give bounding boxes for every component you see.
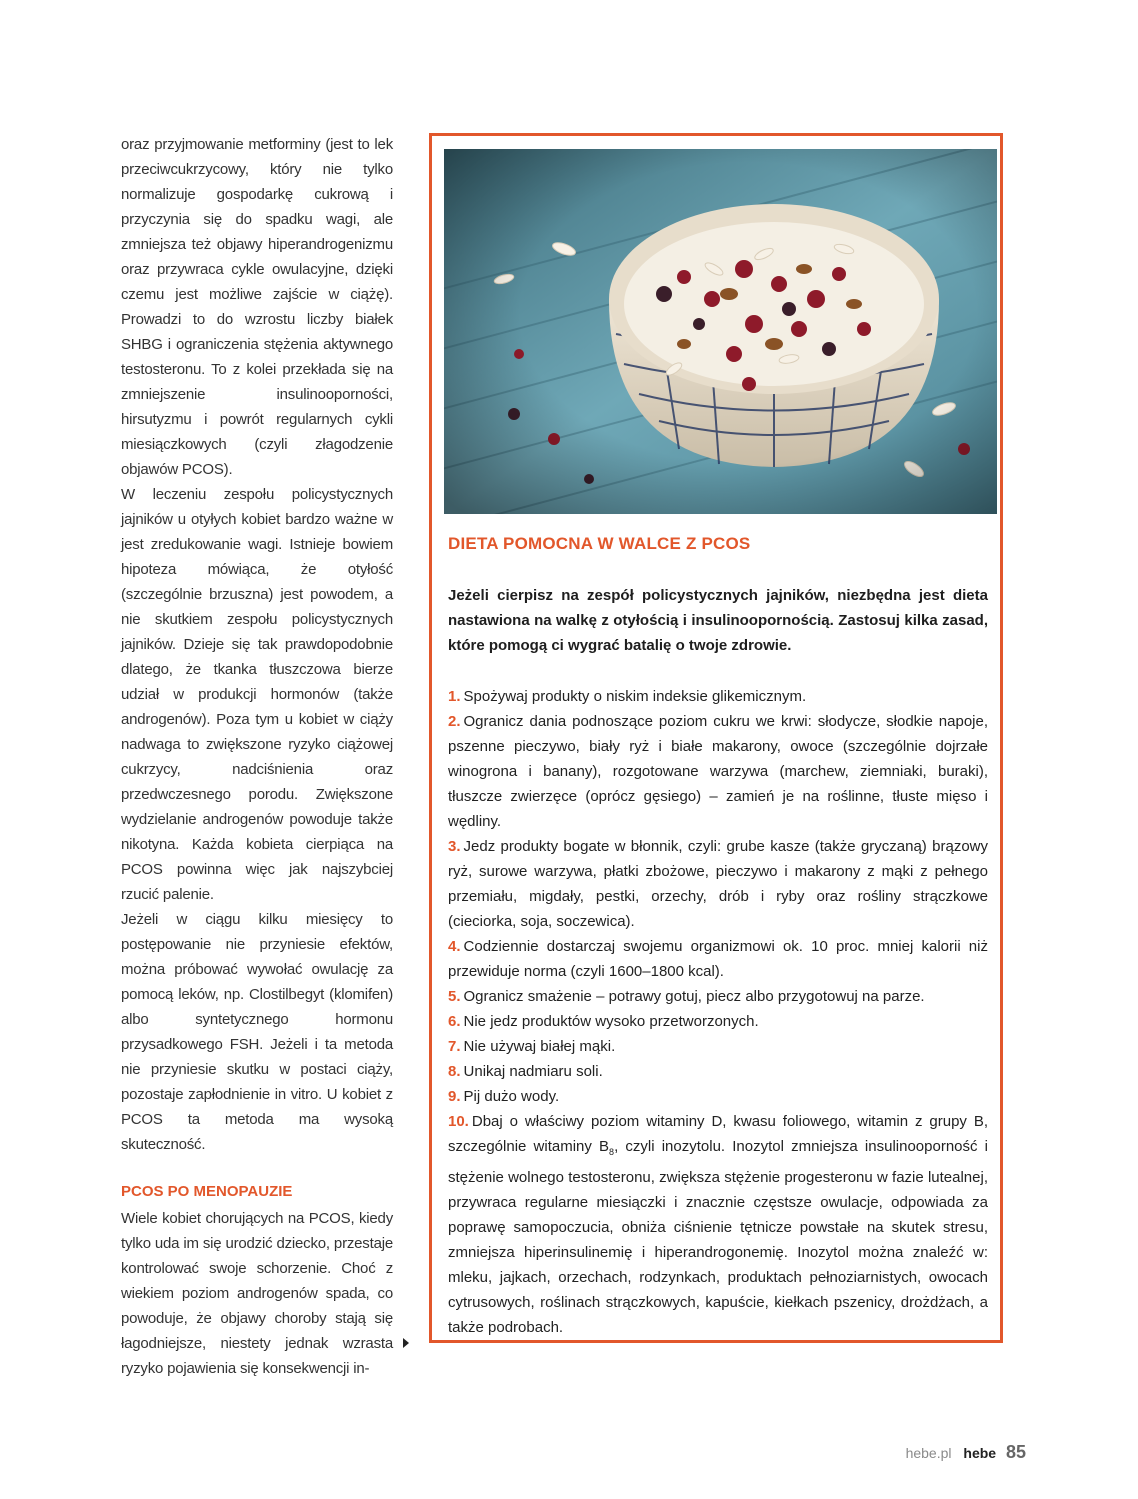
list-item: 10. Dbaj o właściwy poziom witaminy D, kwasu foliowego, witamin z grupy B, szczególnie witaminy $B_8$, czyli inozytolu. Inozytol zmniejsza insulinooporność i stężenie wolnego testosteronu, zwiększa stężenie progesteronu w fazie lutealnej, przywraca regularne miesiączki i znacznie częstsze owulacje, odpowiada za poprawę samopoczucia, obniża ciśnienie tętnicze powstałe na skutek stresu, zmniejsza hiperinsulinemię i hiperandrogonemię. Inozytol można znaleźć w: mleku, jajkach, orzechach, rodzynkach, produktach pełnoziarnistych, owocach cytrusowych, roślinach strączkowych, kapuście, kiełkach pszenicy, drożdżach, a także podrobach. <box>448 1113 988 1336</box>
paragraph-menopause: Wiele kobiet chorujących na PCOS, kiedy tylko uda im się urodzić dziecko, przestaje kontrolować swoje schorzenie. Choć z wiekiem poziom androgenów spada, co powoduje, że objawy choroby stają się łagodniejsze, niestety jednak wzrasta ryzyko pojawienia się konsekwencji in- <box>121 1210 393 1377</box>
article-left-column <box>121 132 393 1381</box>
footer-brand-logo: hebe <box>963 1445 997 1461</box>
box-lead-paragraph: Jeżeli cierpisz na zespół policystycznych jajników, niezbędna jest dieta nastawiona na walkę z otyłością i insulinoopornością. Zastosuj kilka zasad, które pomogą ci wygrać batalię o twoje zdrowie. <box>448 587 988 654</box>
continue-arrow-icon <box>403 1338 409 1348</box>
diet-sidebar-box <box>429 133 1003 1343</box>
list-item: 5. Ogranicz smażenie – potrawy gotuj, piecz albo przygotowuj na parze. <box>448 988 925 1005</box>
list-item: 7. Nie używaj białej mąki. <box>448 1038 616 1055</box>
list-item: 4. Codziennie dostarczaj swojemu organizmowi ok. 10 proc. mniej kalorii niż przewiduje norma (czyli 1600–1800 kcal). <box>448 938 988 980</box>
paragraph-metformin: oraz przyjmowanie metforminy (jest to lek przeciwcukrzycowy, który nie tylko normalizuje gospodarkę cukrową i przyczynia się do spadku wagi, ale zmniejsza też objawy hiperandrogenizmu oraz przywraca cykle owulacyjne, dzięki czemu jest możliwe zajście w ciążę). Prowadzi to do wzrostu liczby białek SHBG i ograniczenia stężenia aktywnego testosteronu. To z kolei przekłada się na zmniejszenie insulinooporności, hirsutyzmu i powrót regularnych cykli miesiączkowych (czyli złagodzenie objawów PCOS). <box>121 136 393 478</box>
section-heading-menopause: PCOS PO MENOPAUZIE <box>121 1183 293 1200</box>
list-item: 2. Ogranicz dania podnoszące poziom cukru we krwi: słodycze, słodkie napoje, pszenne pieczywo, biały ryż i białe makarony, owoce (szczególnie dojrzałe winogrona i banany), rozgotowane warzywa (marchew, ziemniaki, buraki), tłuszcze zwierzęce (oprócz gęsiego) – zamień je na roślinne, tłuste mięso i wędliny. <box>448 713 988 830</box>
page-footer <box>906 1442 1026 1463</box>
footer-site: hebe.pl <box>905 1445 952 1461</box>
list-item: 1. Spożywaj produkty o niskim indeksie glikemicznym. <box>448 688 807 705</box>
paragraph-ovulation: Jeżeli w ciągu kilku miesięcy to postępowanie nie przyniesie efektów, można próbować wywołać owulację za pomocą leków, np. Clostilbegyt (klomifen) albo syntetycznego hormonu przysadkowego FSH. Jeżeli i ta metoda nie przyniesie skutku w postaci ciąży, pozostaje zapłodnienie in vitro. U kobiet z PCOS ta metoda ma wysoką skuteczność. <box>121 911 393 1153</box>
list-item: 3. Jedz produkty bogate w błonnik, czyli: grube kasze (także gryczaną) brązowy ryż, surowe warzywa, płatki zbożowe, pieczywo i makarony z mąki z pełnego przemiału, migdały, pestki, orzechy, drób i ryby oraz rośliny strączkowe (cieciorka, soja, soczewica). <box>448 838 988 930</box>
list-item: 8. Unikaj nadmiaru soli. <box>448 1063 603 1080</box>
diet-rules-list <box>448 684 988 1340</box>
box-heading: DIETA POMOCNA W WALCE Z PCOS <box>448 534 751 553</box>
page-number: 85 <box>1005 1442 1026 1462</box>
paragraph-weight-reduction: W leczeniu zespołu policystycznych jajników u otyłych kobiet bardzo ważne w jest zredukowanie wagi. Istnieje bowiem hipoteza mówiąca, że otyłość (szczególnie brzuszna) jest powodem, a nie skutkiem zespołu policystycznych jajników. Dzieje się tak prawdopodobnie dlatego, że tkanka tłuszczowa bierze udział w produkcji hormonów (także androgenów). Poza tym u kobiet w ciąży nadwaga to zwiększone ryzyko ciążowej cukrzycy, nadciśnienia oraz przedwczesnego porodu. Zwiększone wydzielanie androgenów powoduje także nikotyna. Każda kobieta cierpiąca na PCOS powinna więc jak najszybciej rzucić palenie. <box>121 486 393 903</box>
muesli-bowl-photo <box>444 149 997 514</box>
list-item: 6. Nie jedz produktów wysoko przetworzonych. <box>448 1013 759 1030</box>
list-item: 9. Pij dużo wody. <box>448 1088 560 1105</box>
